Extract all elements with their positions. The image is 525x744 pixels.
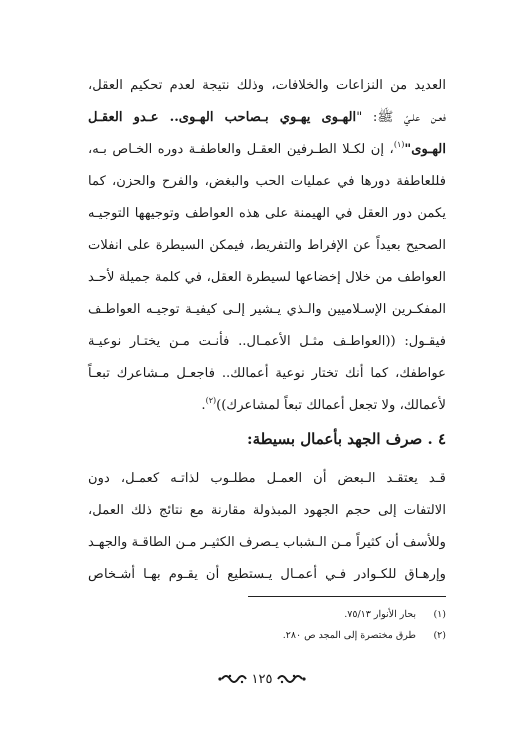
text-line: فعـن علـيّ ﷺ: "الهـوى يهـوي بـصاحب الهـوى.. عـدو العقـل — [88, 110, 447, 125]
ornament-left-icon — [218, 673, 248, 685]
footnote-number: (١) — [433, 609, 446, 620]
text-line: الصحيح بعيداً عن الإفراط والتفريط، فيمكن السيطرة على انفلات — [88, 238, 446, 253]
text-line: وإرهـاق للكـوادر فـي أعمـال يـستطيع أن يقـوم بهـا أشـخاص — [88, 567, 446, 582]
page-number-area — [212, 668, 312, 690]
footnote-number: (٢) — [433, 630, 446, 641]
footnote-1 — [88, 604, 446, 625]
text-line: فللعاطفة دورها في عمليات الحب والبغض، والفرح والحزن، كما — [88, 174, 446, 189]
text-line: العواطف من خلال إخضاعها لسيطرة العقل، في كلمة جميلة لأحـد — [88, 270, 446, 285]
section-heading: ٤ . صرف الجهد بأعمال بسيطة: — [247, 430, 446, 448]
text-line: العديد من النزاعات والخلافات، وذلك نتيجة لعدم تحكيم العقل، — [88, 78, 446, 93]
paragraph-1 — [88, 70, 446, 422]
footnote-ref-2: (٢) — [205, 396, 217, 405]
footnote-separator — [248, 596, 446, 597]
quote-bold-end: الهـوى — [411, 142, 446, 157]
footnotes — [88, 604, 446, 646]
text-line: المفكـرين الإسـلاميين والـذي يـشير إلـى كيفيـة توجيـه العواطـف — [88, 302, 446, 317]
text-line: فيقـول: ((العواطـف مثـل الأعمـال.. فأنـت مـن يختـار نوعيـة — [88, 334, 446, 349]
footnote-ref-1: (١) — [393, 140, 405, 149]
text-line: لأعمالك، ولا تجعل أعمالك تبعاً لمشاعرك))$^{(٢)}$. — [201, 396, 446, 413]
text-line: يكمن دور العقل في الهيمنة على هذه العواطف وتوجيهها التوجيـه — [88, 206, 446, 221]
text-line: قـد يعتقـد الـبعض أن العمـل مطلـوب لذاتـه كعمـل، دون — [88, 471, 446, 486]
text-line: عواطفك، كما أنك تختار نوعية أعمالك.. فاجعـل مـشاعرك تبعـاً — [88, 366, 446, 381]
text-line: الهـوى"$^{(١)}$، إن لكـلا الطـرفين العقـل والعاطفـة دوره الخـاص بـه، — [88, 140, 446, 157]
ornament-right-icon — [276, 673, 306, 685]
footnote-2 — [88, 625, 446, 646]
quote-bold: الهـوى يهـوي بـصاحب الهـوى.. عـدو العقـل — [88, 110, 357, 125]
text-line: الالتفات إلى حجم الجهود المبذولة مقارنة مع نتائج ذلك العمل، — [88, 503, 446, 518]
text-line: وللأسف أن كثيراً مـن الـشباب يـصرف الكثيـر مـن الطاقـة والجهـد — [87, 535, 446, 550]
footnote-text: بحار الأنوار ٧٥/١٣. — [344, 609, 416, 620]
footnote-text: طرق مختصرة إلى المجد ص ٢٨٠. — [282, 630, 416, 641]
paragraph-2 — [88, 463, 446, 591]
page-number: ١٢٥ — [251, 671, 273, 687]
